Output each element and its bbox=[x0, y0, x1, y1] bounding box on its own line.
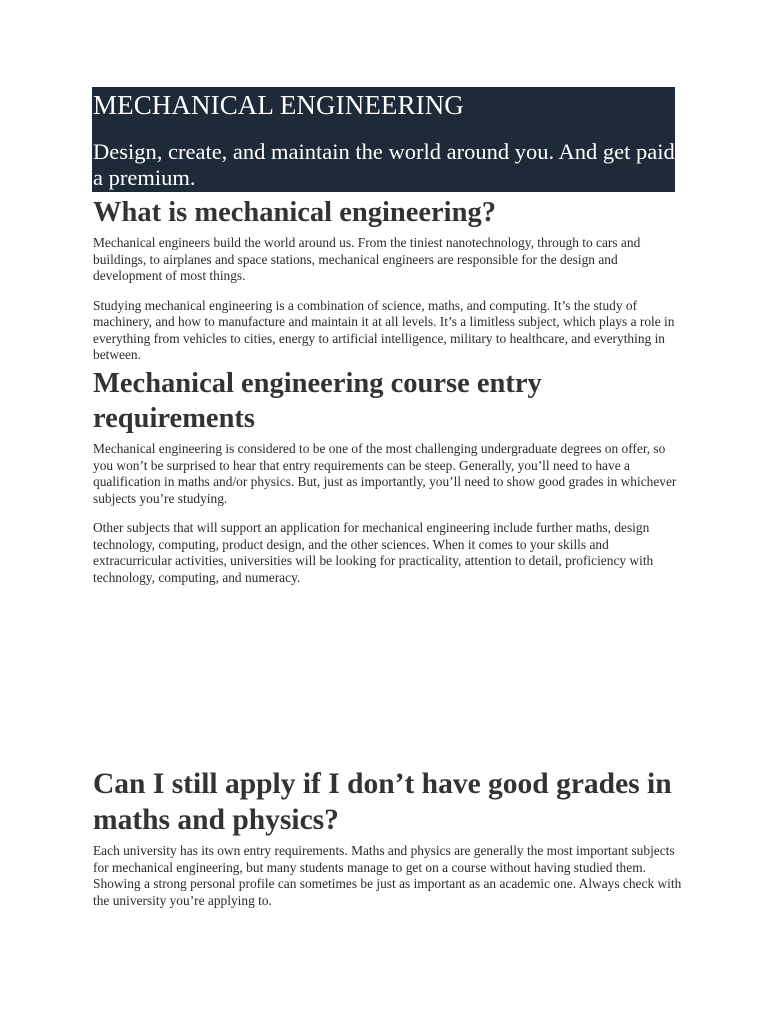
section-paragraph: Mechanical engineers build the world around us. From the tiniest nanotechnology, through to cars and buildings, to airplanes and space stations, mechanical engineers are responsible for the design and development of most things. bbox=[93, 235, 641, 283]
hero-subtitle: Design, create, and maintain the world around you. And get paid a premium. bbox=[93, 139, 675, 190]
hero-banner bbox=[92, 87, 675, 192]
section-heading: What is mechanical engineering? bbox=[93, 197, 496, 228]
section-heading: Can I still apply if I don’t have good grades in maths and physics? bbox=[93, 768, 672, 836]
section-heading: Mechanical engineering course entry requirements bbox=[93, 368, 542, 434]
section-paragraph: Each university has its own entry requirements. Maths and physics are generally the most important subjects for mechanical engineering, but many students manage to get on a course without having studied them. Showing a strong personal profile can sometimes be just as important as an academic one. Always check with the university you’re applying to. bbox=[93, 843, 682, 908]
section-entry-requirements bbox=[93, 366, 683, 586]
hero-title: MECHANICAL ENGINEERING bbox=[93, 90, 464, 120]
section-paragraph: Mechanical engineering is considered to be one of the most challenging undergraduate degrees on offer, so you won’t be surprised to hear that entry requirements can be steep. Generally, you’ll need to have a qualification in maths and/or physics. But, just as importantly, you’ll need to show good grades in whichever subjects you’re studying. bbox=[93, 441, 677, 506]
section-paragraph: Other subjects that will support an application for mechanical engineering include further maths, design technology, computing, product design, and the other sciences. When it comes to your skills and extracurricular activities, universities will be looking for practicality, attention to detail, proficiency with technology, computing, and numeracy. bbox=[93, 520, 654, 585]
section-can-i-apply bbox=[93, 766, 683, 909]
section-what-is bbox=[93, 195, 683, 364]
section-paragraph: Studying mechanical engineering is a combination of science, maths, and computing. It’s the study of machinery, and how to manufacture and maintain it at all levels. It’s a limitless subject, which plays a role in everything from vehicles to cities, energy to artificial intelligence, military to healthcare, and everything in between. bbox=[93, 297, 675, 362]
